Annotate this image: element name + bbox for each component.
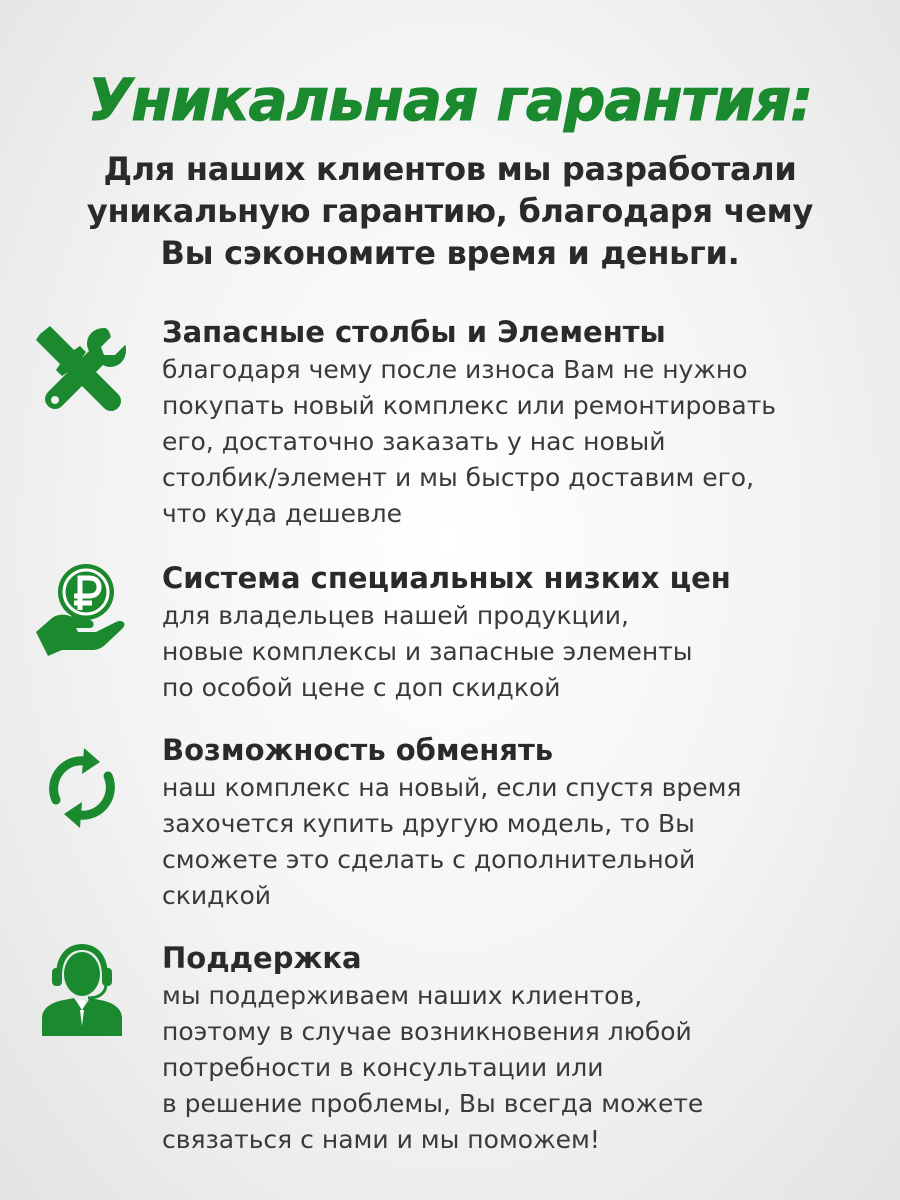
feature-line: столбик/элемент и мы быстро доставим его,	[162, 463, 755, 492]
feature-heading: Поддержка	[162, 941, 362, 975]
tools-icon	[34, 322, 130, 418]
subtitle-line: Для наших клиентов мы разработали	[103, 150, 797, 188]
subtitle-line: Вы сэкономите время и деньги.	[160, 234, 740, 272]
subtitle-line: уникальную гарантию, благодаря чему	[86, 192, 814, 230]
feature-line: что куда дешевле	[162, 499, 403, 528]
feature-line: скидкой	[162, 881, 272, 910]
feature-body	[162, 598, 693, 706]
ruble-coin-hand-icon	[34, 560, 130, 656]
feature-line: захочется купить другую модель, то Вы	[162, 809, 695, 838]
feature-heading: Запасные столбы и Элементы	[162, 315, 666, 349]
feature-line: сможете это сделать с дополнительной	[162, 845, 696, 874]
feature-line: потребности в консультации или	[162, 1053, 604, 1082]
feature-line: поэтому в случае возникновения любой	[162, 1017, 692, 1046]
feature-line: его, достаточно заказать у нас новый	[162, 427, 666, 456]
feature-line: по особой цене с доп скидкой	[162, 673, 561, 702]
feature-line: связаться с нами и мы поможем!	[162, 1125, 600, 1154]
page-title: Уникальная гарантия:	[87, 66, 813, 134]
feature-line: в решение проблемы, Вы всегда можете	[162, 1089, 704, 1118]
exchange-arrows-icon	[34, 740, 130, 836]
feature-line: благодаря чему после износа Вам не нужно	[162, 355, 748, 384]
feature-line: мы поддерживаем наших клиентов,	[162, 981, 643, 1010]
support-operator-icon	[34, 940, 130, 1036]
feature-line: для владельцев нашей продукции,	[162, 601, 630, 630]
feature-body	[162, 352, 776, 532]
feature-heading: Система специальных низких цен	[162, 561, 731, 595]
subtitle	[40, 148, 860, 274]
feature-body	[162, 770, 741, 914]
feature-heading: Возможность обменять	[162, 733, 554, 767]
feature-line: новые комплексы и запасные элементы	[162, 637, 693, 666]
feature-line: наш комплекс на новый, если спустя время	[162, 773, 742, 802]
feature-line: покупать новый комплекс или ремонтировать	[162, 391, 777, 420]
feature-body	[162, 978, 703, 1158]
